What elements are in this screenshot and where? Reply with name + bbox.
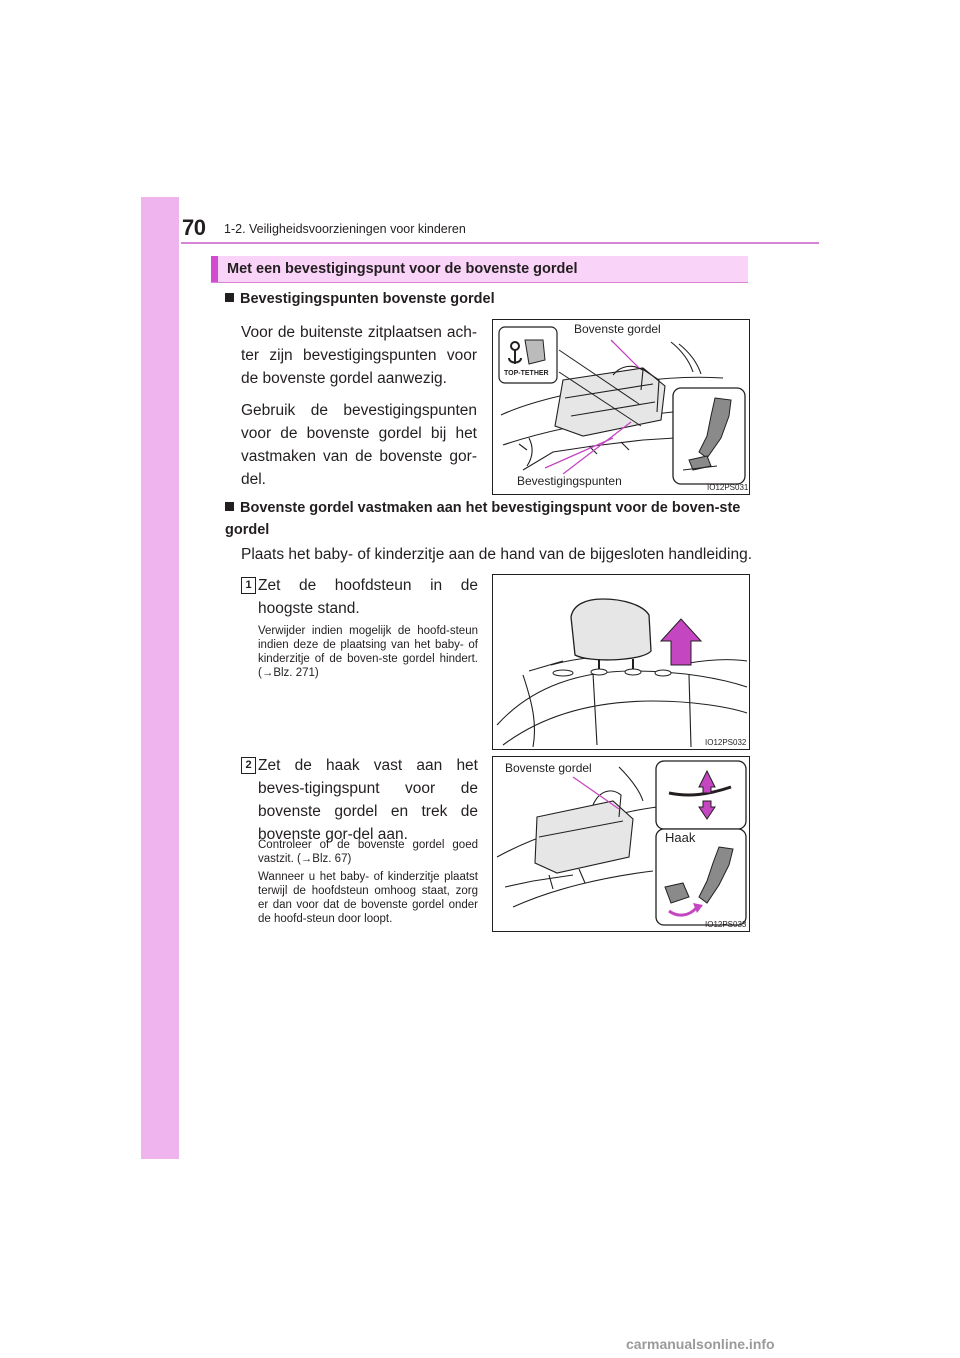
footer-watermark: carmanualsonline.info — [626, 1336, 775, 1352]
step-number-1: 1 — [241, 577, 256, 594]
chapter-title: 1-2. Veiligheidsvoorzieningen voor kinderen — [224, 222, 466, 236]
square-bullet-icon — [225, 293, 234, 302]
section-accent-bar — [211, 256, 218, 282]
label-anchor-points: Bevestigingspunten — [517, 474, 622, 488]
attach-belt-intro: Plaats het baby- of kinderzitje aan de hand van de bijgesloten handleiding. — [241, 546, 753, 563]
step2-notes: Controleer of de bovenste gordel goed vastzit. (→Blz. 67) Wanneer u het baby- of kinderzitje plaatst terwijl de hoofdsteun omhoog staat, zorg er dan voor dat de bovenste gordel onder de hoofd-steun door loopt. — [258, 839, 478, 925]
subheading-anchor-points: Bevestigingspunten bovenste gordel — [225, 288, 745, 310]
figure-code: IO12PS033 — [705, 920, 747, 929]
svg-text:TOP-TETHER: TOP-TETHER — [504, 370, 549, 377]
section-divider — [211, 282, 748, 283]
step-number-2: 2 — [241, 757, 256, 774]
step2-instruction: Zet de haak vast aan het beves-tigingspunt voor de bovenste gordel en trek de bovenste gor-del aan. — [258, 757, 478, 843]
figure-anchor-points — [492, 319, 750, 495]
label-top-belt: Bovenste gordel — [505, 761, 592, 775]
figure-code: IO12PS032 — [705, 738, 747, 747]
page-number: 70 — [182, 215, 206, 240]
step1-note: Verwijder indien mogelijk de hoofd-steun indien deze de plaatsing van het baby- of kinderzitje of de boven-ste gordel hindert. (→Blz. 271) — [258, 625, 478, 679]
figure-hook — [492, 756, 750, 932]
square-bullet-icon — [225, 502, 234, 511]
anchor-points-description: Voor de buitenste zitplaatsen ach-ter zijn bevestigingspunten voor de bovenste gordel aanwezig. Gebruik de bevestigingspunten voor de bovenste gordel bij het vastmaken van de bovenste gor-del. — [241, 324, 477, 488]
subheading-attach-belt: Bovenste gordel vastmaken aan het bevestigingspunt voor de boven-ste gordel — [225, 500, 741, 538]
label-top-belt: Bovenste gordel — [574, 322, 661, 336]
section-title-box — [211, 256, 748, 282]
figure-headrest — [492, 574, 750, 750]
label-hook: Haak — [665, 830, 696, 845]
header-divider — [181, 242, 819, 244]
step1-instruction: Zet de hoofdsteun in de hoogste stand. — [258, 577, 478, 617]
page-sidebar-tab — [141, 197, 179, 1159]
figure-code: IO12PS031 — [707, 483, 749, 492]
section-title: Met een bevestigingspunt voor de bovenste gordel — [227, 261, 578, 277]
